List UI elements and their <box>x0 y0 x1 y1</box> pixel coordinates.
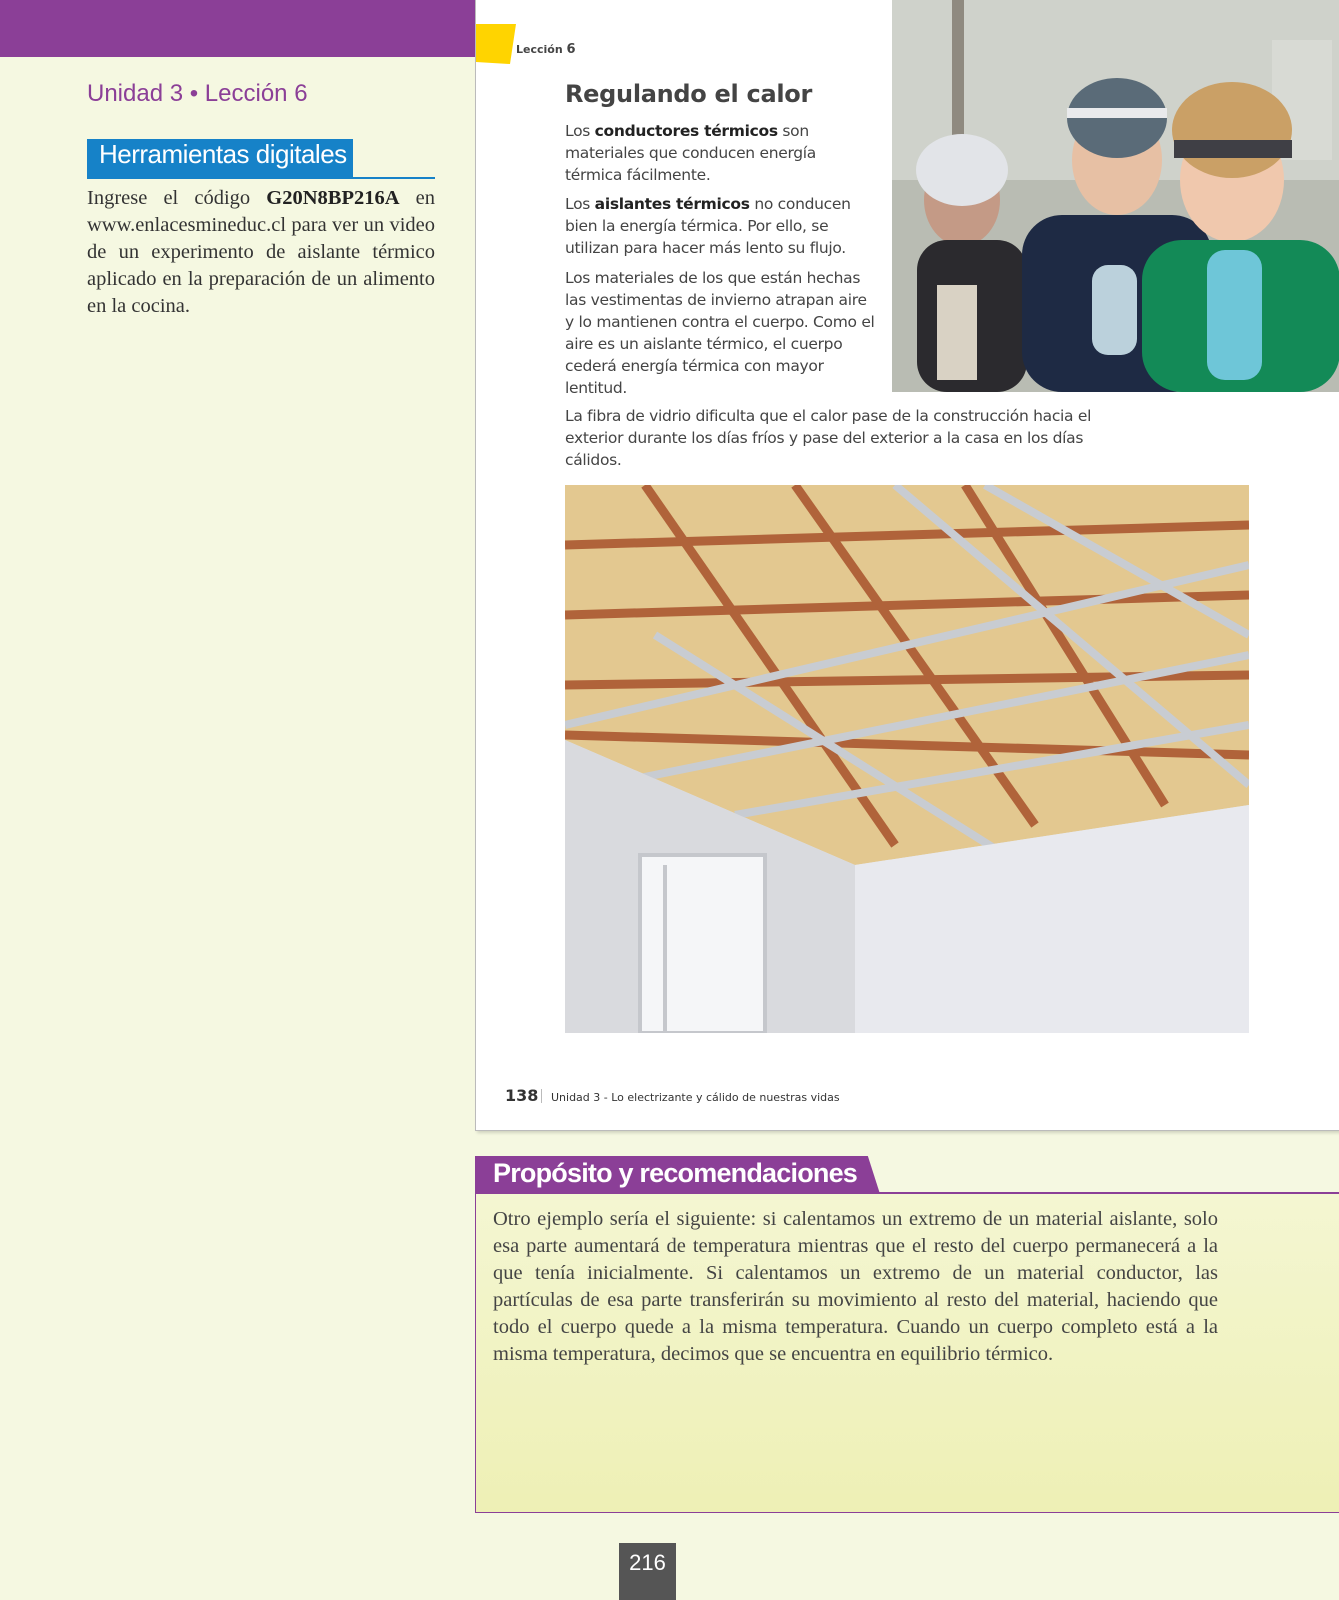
student-page-footer: Unidad 3 - Lo electrizante y cálido de nuestras vidas <box>551 1091 840 1104</box>
digital-code: G20N8BP216A <box>266 187 400 209</box>
student-page-number: 138 <box>505 1086 539 1105</box>
purpose-text: Otro ejemplo sería el siguiente: si calentamos un extremo de un material aislante, solo esa parte aumentará de temperatura mientras que el resto del cuerpo permanecerá a la que tenía inicialmente. Si calentamos un extremo de un material conductor, las partículas de esa parte transferirán su movimiento al resto del material, haciendo que todo el cuerpo quede a la misma temperatura. Cuando un cuerpo completo está a la misma temperatura, decimos que se encuentra en equilibrio térmico. <box>493 1208 1218 1365</box>
paragraph-conductors: Los conductores térmicos son materiales que conducen energía térmica fácilmente. <box>565 122 816 184</box>
paragraph-fiberglass: La fibra de vidrio dificulta que el calor pase de la construcción hacia el exterior durante los días fríos y pase del exterior a la casa en los días cálidos. <box>565 407 1092 469</box>
paragraph-winter-clothes: Los materiales de los que están hechas las vestimentas de invierno atrapan aire y lo mantienen contra el cuerpo. Como el aire es un aislante térmico, el cuerpo cederá energía térmica con mayor lentitud. <box>565 269 875 397</box>
photo-ceiling-insulation <box>565 485 1249 1033</box>
digital-tools-text: Ingrese el código G20N8BP216A en www.enlacesmineduc.cl para ver un video de un experimento de aislante térmico aplicado en la preparación de un alimento en la cocina. <box>87 187 435 317</box>
guide-page-number: 216 <box>619 1543 676 1600</box>
section-title: Regulando el calor <box>565 80 812 108</box>
unit-heading: Unidad 3 • Lección 6 <box>87 80 308 107</box>
lesson-label: Lección 6 <box>516 42 576 57</box>
student-book-page <box>475 0 1339 1131</box>
lesson-marker <box>476 24 516 64</box>
digital-tools-title: Herramientas digitales <box>87 139 353 177</box>
photo-children-winter <box>892 0 1339 392</box>
digital-tools-underline <box>87 177 435 179</box>
purpose-title: Propósito y recomendaciones <box>493 1158 858 1188</box>
footer-separator <box>541 1089 542 1103</box>
top-color-bar <box>0 0 475 57</box>
paragraph-insulators: Los aislantes térmicos no conducen bien la energía térmica. Por ello, se utilizan para hacer más lento su flujo. <box>565 195 851 257</box>
